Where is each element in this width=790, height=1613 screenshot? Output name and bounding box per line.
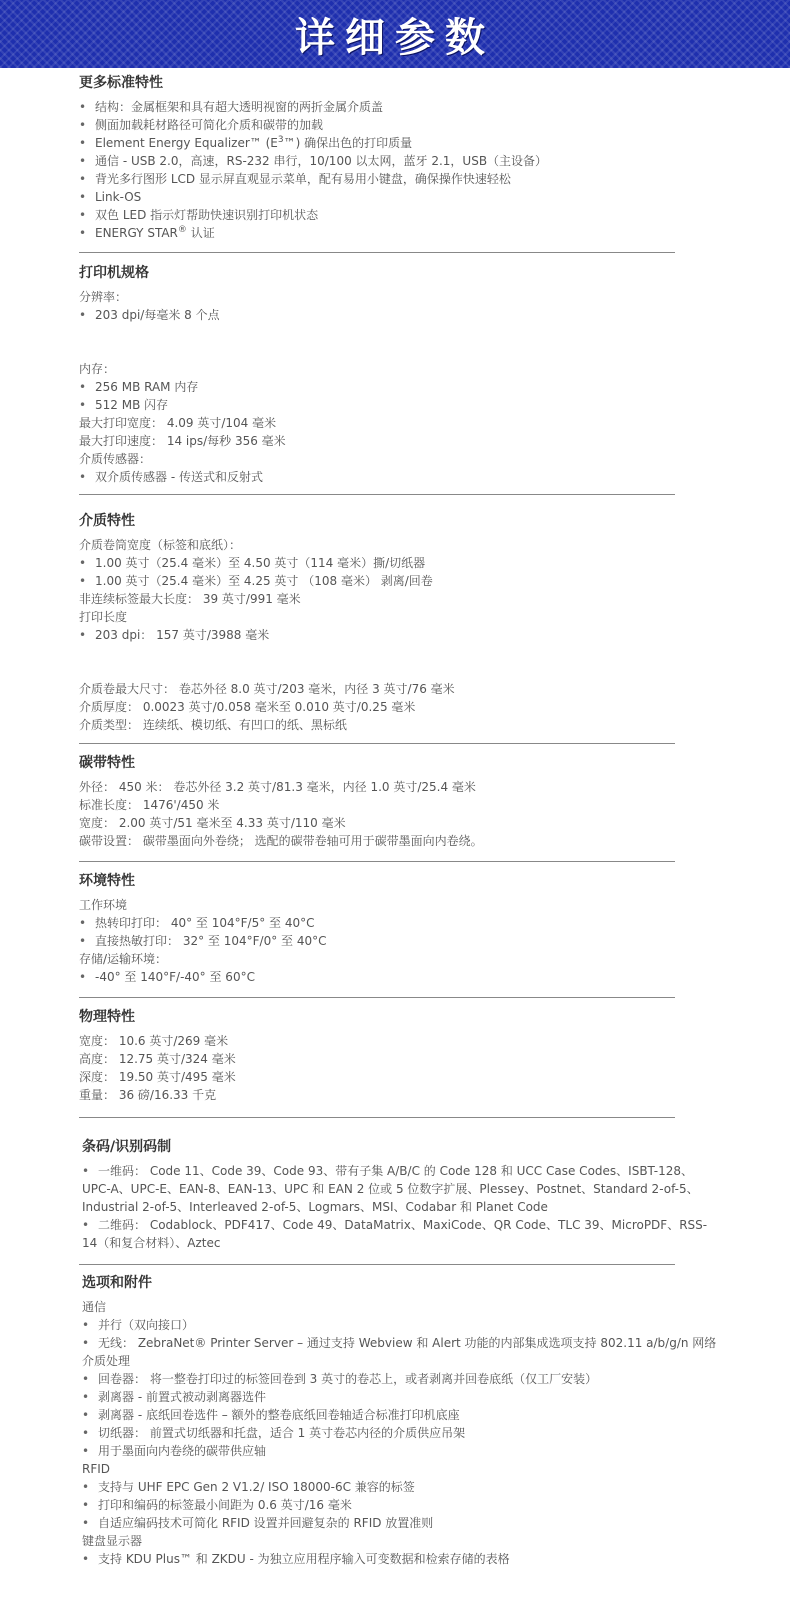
list-item: • 1.00 英寸（25.4 毫米）至 4.50 英寸（114 毫米）撕/切纸器 [79, 554, 425, 572]
list-item: • ENERGY STAR® 认证 [79, 224, 215, 242]
list-item-continuation: Industrial 2-of-5、Interleaved 2-of-5、Logmars、MSI、Codabar 和 Planet Code [82, 1200, 548, 1214]
section-divider [79, 997, 675, 998]
list-item: • 支持与 UHF EPC Gen 2 V1.2/ ISO 18000-6C 兼容的标签 [82, 1478, 415, 1496]
list-item: • 直接热敏打印： 32° 至 104°F/0° 至 40°C [79, 932, 326, 950]
section-title-media: 介质特性 [79, 513, 135, 529]
spec-label: 存储/运输环境： [79, 952, 168, 966]
spec-line: 外径： 450 米： 卷芯外径 3.2 英寸/81.3 毫米，内径 1.0 英寸/25.4 毫米 [79, 780, 476, 794]
spec-line: 深度： 19.50 英寸/495 毫米 [79, 1070, 236, 1084]
section-title-printer: 打印机规格 [79, 265, 149, 281]
spec-label: 介质处理 [82, 1354, 131, 1368]
spec-label: 介质传感器： [79, 452, 152, 466]
list-item: • -40° 至 140°F/-40° 至 60°C [79, 968, 255, 986]
spec-line: 最大打印宽度： 4.09 英寸/104 毫米 [79, 416, 277, 430]
spec-label: 介质卷筒宽度（标签和底纸）： [79, 538, 242, 552]
section-divider [79, 861, 675, 862]
list-item: • 512 MB 闪存 [79, 396, 168, 414]
list-item: • Link-OS [79, 188, 141, 206]
list-item: • 打印和编码的标签最小间距为 0.6 英寸/16 毫米 [82, 1496, 352, 1514]
list-item: • 自适应编码技术可简化 RFID 设置并回避复杂的 RFID 放置准则 [82, 1514, 433, 1532]
section-title-standard: 更多标准特性 [79, 75, 163, 91]
spec-line: 宽度： 10.6 英寸/269 毫米 [79, 1034, 229, 1048]
spec-line: 重量： 36 磅/16.33 千克 [79, 1088, 217, 1102]
section-title-physical: 物理特性 [79, 1009, 135, 1025]
list-item: • 剥离器 - 前置式被动剥离器选件 [82, 1388, 266, 1406]
spec-label: 工作环境 [79, 898, 128, 912]
list-item: • 切纸器： 前置式切纸器和托盘，适合 1 英寸卷芯内径的介质供应吊架 [82, 1424, 465, 1442]
spec-line: 介质卷最大尺寸： 卷芯外径 8.0 英寸/203 毫米，内径 3 英寸/76 毫米 [79, 682, 455, 696]
section-title-options: 选项和附件 [82, 1275, 152, 1291]
section-divider [79, 1264, 675, 1265]
section-title-ribbon: 碳带特性 [79, 755, 135, 771]
spec-label: 分辨率： [79, 290, 128, 304]
spec-label: RFID [82, 1462, 111, 1476]
spec-label: 键盘显示器 [82, 1534, 143, 1548]
spec-label: 打印长度 [79, 610, 128, 624]
list-item: • 203 dpi： 157 英寸/3988 毫米 [79, 626, 269, 644]
list-item: • Element Energy Equalizer™ $(E^3™)$ 确保出色的打印质量 [79, 134, 412, 152]
list-item: • 并行（双向接口） [82, 1316, 194, 1334]
list-item: • 支持 KDU Plus™ 和 ZKDU - 为独立应用程序输入可变数据和检索存储的表格 [82, 1550, 510, 1568]
list-item: • 无线： ZebraNet® Printer Server – 通过支持 Webview 和 Alert 功能的内部集成选项支持 802.11 a/b/g/n 网络 [82, 1334, 716, 1352]
spec-line: 高度： 12.75 英寸/324 毫米 [79, 1052, 236, 1066]
section-divider [79, 743, 675, 744]
list-item: • 203 dpi/每毫米 8 个点 [79, 306, 220, 324]
section-divider [79, 494, 675, 495]
section-title-environment: 环境特性 [79, 873, 135, 889]
list-item: • 结构：金属框架和具有超大透明视窗的两折金属介质盖 [79, 98, 383, 116]
list-item: • 通信 - USB 2.0，高速，RS-232 串行，10/100 以太网，蓝牙 2.1，USB（主设备） [79, 152, 547, 170]
list-item-continuation: UPC-A、UPC-E、EAN-8、EAN-13、UPC 和 EAN 2 位或 5 位数字扩展、Plessey、Postnet、Standard 2-of-5、 [82, 1182, 699, 1196]
list-item: • 1.00 英寸（25.4 毫米）至 4.25 英寸 （108 毫米） 剥离/回卷 [79, 572, 433, 590]
page-banner [0, 0, 790, 68]
spec-line: 最大打印速度： 14 ips/每秒 356 毫米 [79, 434, 286, 448]
spec-label: 通信 [82, 1300, 107, 1314]
spec-label: 内存： [79, 362, 116, 376]
list-item: • 热转印打印： 40° 至 104°F/5° 至 40°C [79, 914, 314, 932]
spec-line: 介质厚度： 0.0023 英寸/0.058 毫米至 0.010 英寸/0.25 毫米 [79, 700, 416, 714]
list-item: • 双色 LED 指示灯帮助快速识别打印机状态 [79, 206, 318, 224]
section-divider [79, 252, 675, 253]
list-item: • 用于墨面向内卷绕的碳带供应轴 [82, 1442, 266, 1460]
list-item: • 剥离器 - 底纸回卷选件 – 额外的整卷底纸回卷轴适合标准打印机底座 [82, 1406, 460, 1424]
list-item: • 回卷器： 将一整卷打印过的标签回卷到 3 英寸的卷芯上，或者剥离并回卷底纸（仅工厂安装） [82, 1370, 597, 1388]
spec-line: 标准长度： 1476'/450 米 [79, 798, 220, 812]
list-item: • 256 MB RAM 内存 [79, 378, 198, 396]
list-item: • 双介质传感器 - 传送式和反射式 [79, 468, 263, 486]
list-item: • 侧面加载耗材路径可简化介质和碳带的加载 [79, 116, 323, 134]
spec-line: 非连续标签最大长度： 39 英寸/991 毫米 [79, 592, 301, 606]
list-item: • 二维码： Codablock、PDF417、Code 49、DataMatrix、MaxiCode、QR Code、TLC 39、MicroPDF、RSS- [82, 1216, 707, 1234]
section-divider [79, 1117, 675, 1118]
list-item-continuation: 14（和复合材料）、Aztec [82, 1236, 221, 1250]
spec-line: 宽度： 2.00 英寸/51 毫米至 4.33 英寸/110 毫米 [79, 816, 346, 830]
section-title-barcodes: 条码/识别码制 [82, 1139, 172, 1155]
spec-line: 碳带设置： 碳带墨面向外卷绕； 选配的碳带卷轴可用于碳带墨面向内卷绕。 [79, 834, 483, 848]
list-item: • 一维码： Code 11、Code 39、Code 93、带有子集 A/B/C 的 Code 128 和 UCC Case Codes、ISBT-128、 [82, 1162, 693, 1180]
list-item: • 背光多行图形 LCD 显示屏直观显示菜单，配有易用小键盘，确保操作快速轻松 [79, 170, 511, 188]
banner-title: 详细参数 [295, 13, 495, 61]
spec-line: 介质类型： 连续纸、模切纸、有凹口的纸、黑标纸 [79, 718, 347, 732]
